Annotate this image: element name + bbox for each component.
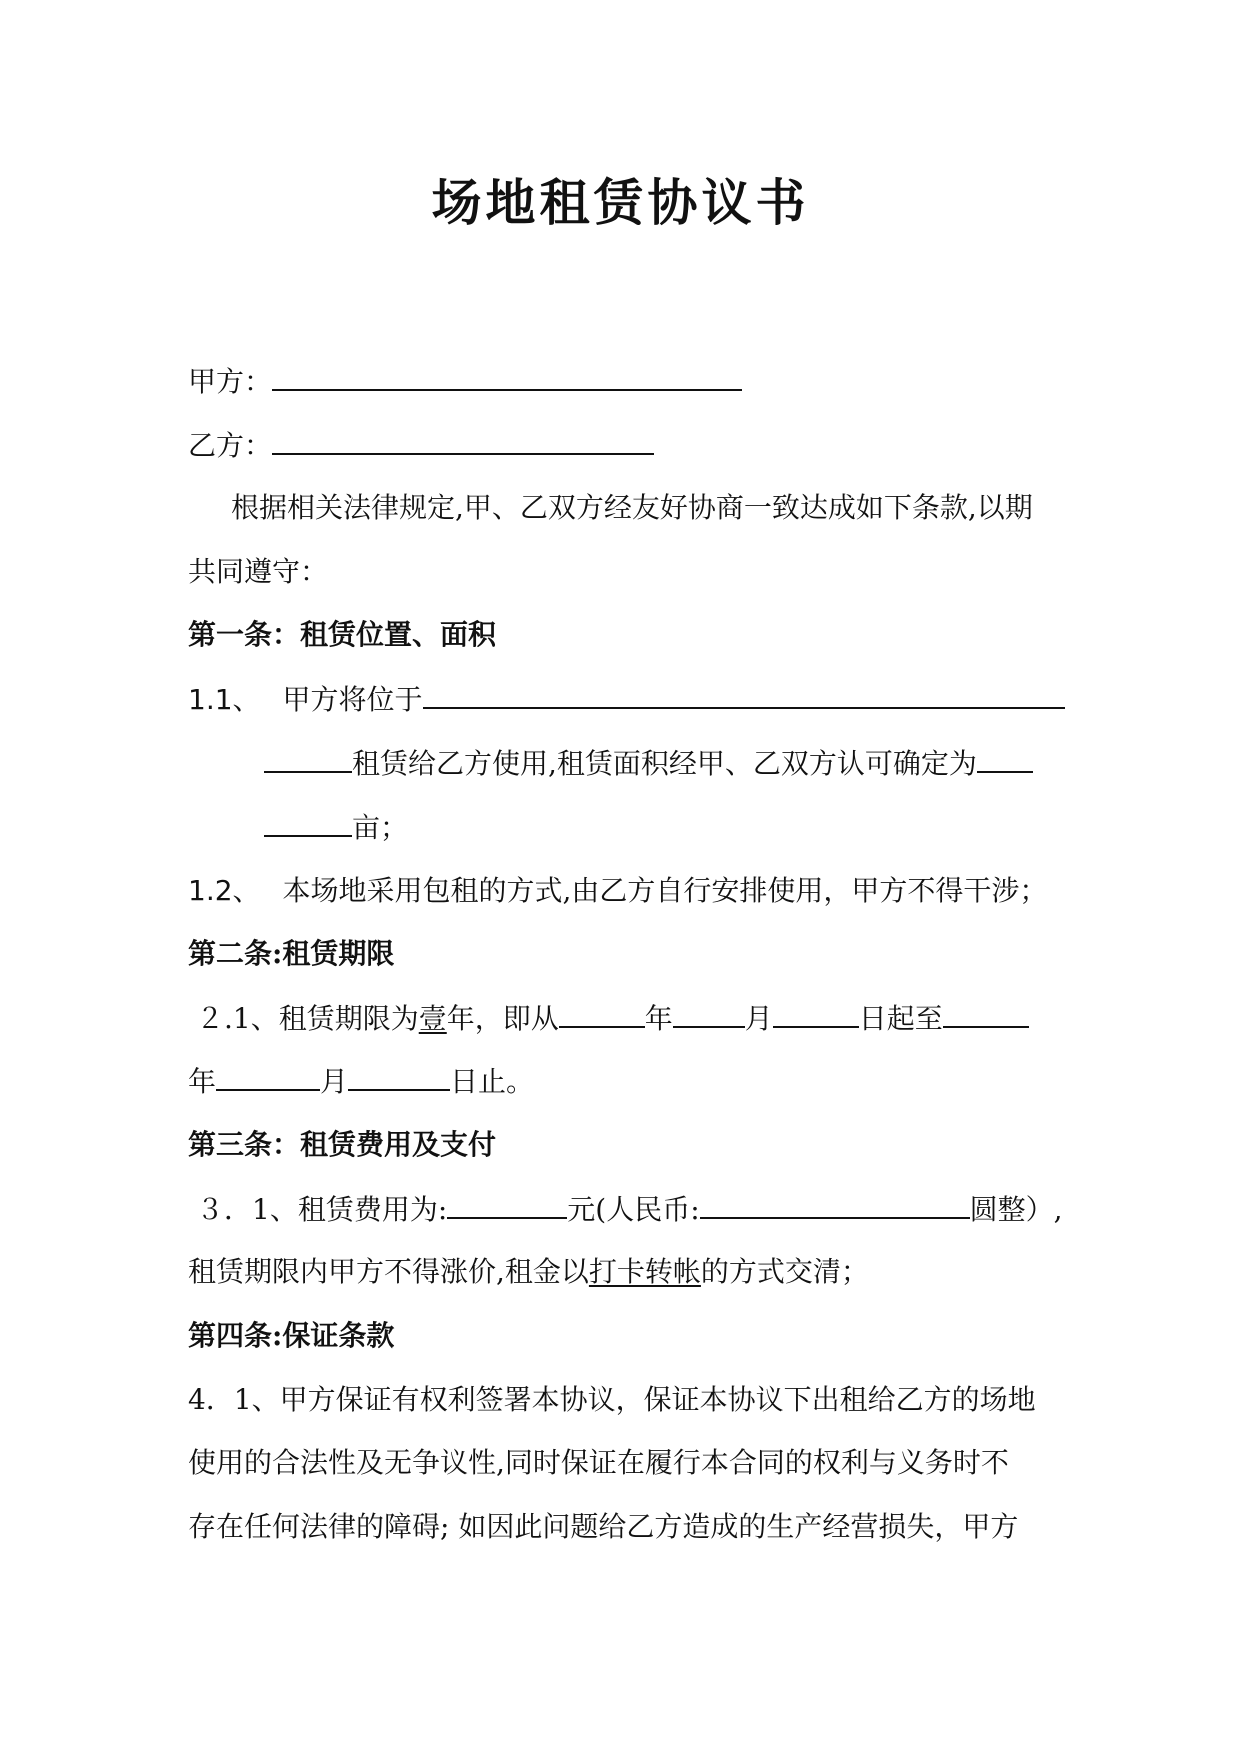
clause-1-1-line-3	[264, 807, 408, 848]
intro-line-2: 共同遵守：	[188, 555, 329, 588]
intro-line-1: 根据相关法律规定,甲、乙双方经友好协商一致达成如下条款,以期	[231, 491, 1033, 524]
end-month-label: 月	[320, 1065, 349, 1098]
clause-2-1-line-1	[196, 998, 1029, 1039]
clause-1-1-line-1	[188, 679, 1065, 720]
party-a-blank[interactable]	[272, 361, 742, 391]
article-1-heading: 第一条：租赁位置、面积	[188, 618, 497, 651]
area-blank[interactable]	[977, 743, 1033, 773]
clause-3-1-number: ３．1、	[196, 1193, 298, 1226]
clause-1-1-number: 1.1、	[188, 683, 261, 716]
location-blank[interactable]	[423, 679, 1065, 709]
party-b-line	[188, 425, 654, 466]
lease-term-years: 壹	[418, 1002, 447, 1035]
end-year-blank[interactable]	[943, 998, 1029, 1028]
clause-3-1-text-b: 元(人民币:	[567, 1193, 700, 1226]
end-year-label: 年	[188, 1065, 217, 1098]
clause-2-1-number: ２.1、	[196, 1002, 279, 1035]
start-day-blank[interactable]	[773, 998, 859, 1028]
clause-2-1-text-a: 租赁期限为	[278, 1002, 419, 1035]
clause-1-1-text-c: 亩；	[352, 811, 409, 844]
clause-3-1-line-2	[188, 1252, 869, 1292]
end-day-blank[interactable]	[348, 1061, 450, 1091]
article-3-heading: 第三条：租赁费用及支付	[188, 1128, 497, 1161]
clause-4-1-number: 4．1、	[188, 1383, 280, 1416]
clause-3-1-text-c: 圆整）,	[969, 1193, 1063, 1226]
start-month-label: 月	[744, 1002, 773, 1035]
clause-1-1-text-a: 甲方将位于	[282, 683, 423, 716]
rent-amount-words-blank[interactable]	[700, 1189, 970, 1219]
clause-1-2-number: 1.2、	[188, 874, 261, 907]
clause-4-1-line-3: 存在任何法律的障碍; 如因此问题给乙方造成的生产经营损失，甲方	[188, 1510, 1019, 1543]
location-blank-cont[interactable]	[264, 743, 352, 773]
party-a-line	[188, 361, 742, 402]
area-blank-cont[interactable]	[264, 807, 352, 837]
clause-3-1-line2-b: 的方式交清；	[700, 1255, 869, 1288]
clause-1-2-text: 本场地采用包租的方式,由乙方自行安排使用，甲方不得干涉；	[282, 874, 1048, 907]
clause-2-1-line-2	[188, 1061, 534, 1102]
article-4-heading: 第四条:保证条款	[188, 1319, 395, 1352]
party-b-label: 乙方：	[188, 429, 273, 462]
end-day-label: 日止。	[450, 1065, 535, 1098]
start-day-label: 日起至	[858, 1002, 943, 1035]
clause-3-1-line-1	[196, 1189, 1063, 1230]
clause-4-1-text-1: 甲方保证有权利签署本协议，保证本协议下出租给乙方的场地	[279, 1383, 1036, 1416]
party-a-label: 甲方：	[188, 365, 273, 398]
end-month-blank[interactable]	[216, 1061, 320, 1091]
clause-3-1-text-a: 租赁费用为:	[297, 1193, 448, 1226]
clause-2-1-text-b: 年，即从	[446, 1002, 559, 1035]
clause-1-1-line-2	[264, 743, 1033, 784]
clause-4-1-line-2: 使用的合法性及无争议性,同时保证在履行本合同的权利与义务时不	[188, 1446, 1009, 1479]
clause-3-1-line2-a: 租赁期限内甲方不得涨价,租金以	[188, 1255, 589, 1288]
document-title: 场地租赁协议书	[431, 173, 810, 232]
start-year-label: 年	[644, 1002, 673, 1035]
payment-method: 打卡转帐	[588, 1255, 701, 1288]
rent-amount-blank[interactable]	[447, 1189, 567, 1219]
article-2-heading: 第二条:租赁期限	[188, 937, 395, 970]
start-month-blank[interactable]	[673, 998, 745, 1028]
start-year-blank[interactable]	[559, 998, 645, 1028]
party-b-blank[interactable]	[272, 425, 654, 455]
clause-1-1-text-b: 租赁给乙方使用,租赁面积经甲、乙双方认可确定为	[352, 747, 977, 780]
clause-4-1-line-1	[188, 1380, 1036, 1420]
clause-1-2-line	[188, 871, 1047, 911]
